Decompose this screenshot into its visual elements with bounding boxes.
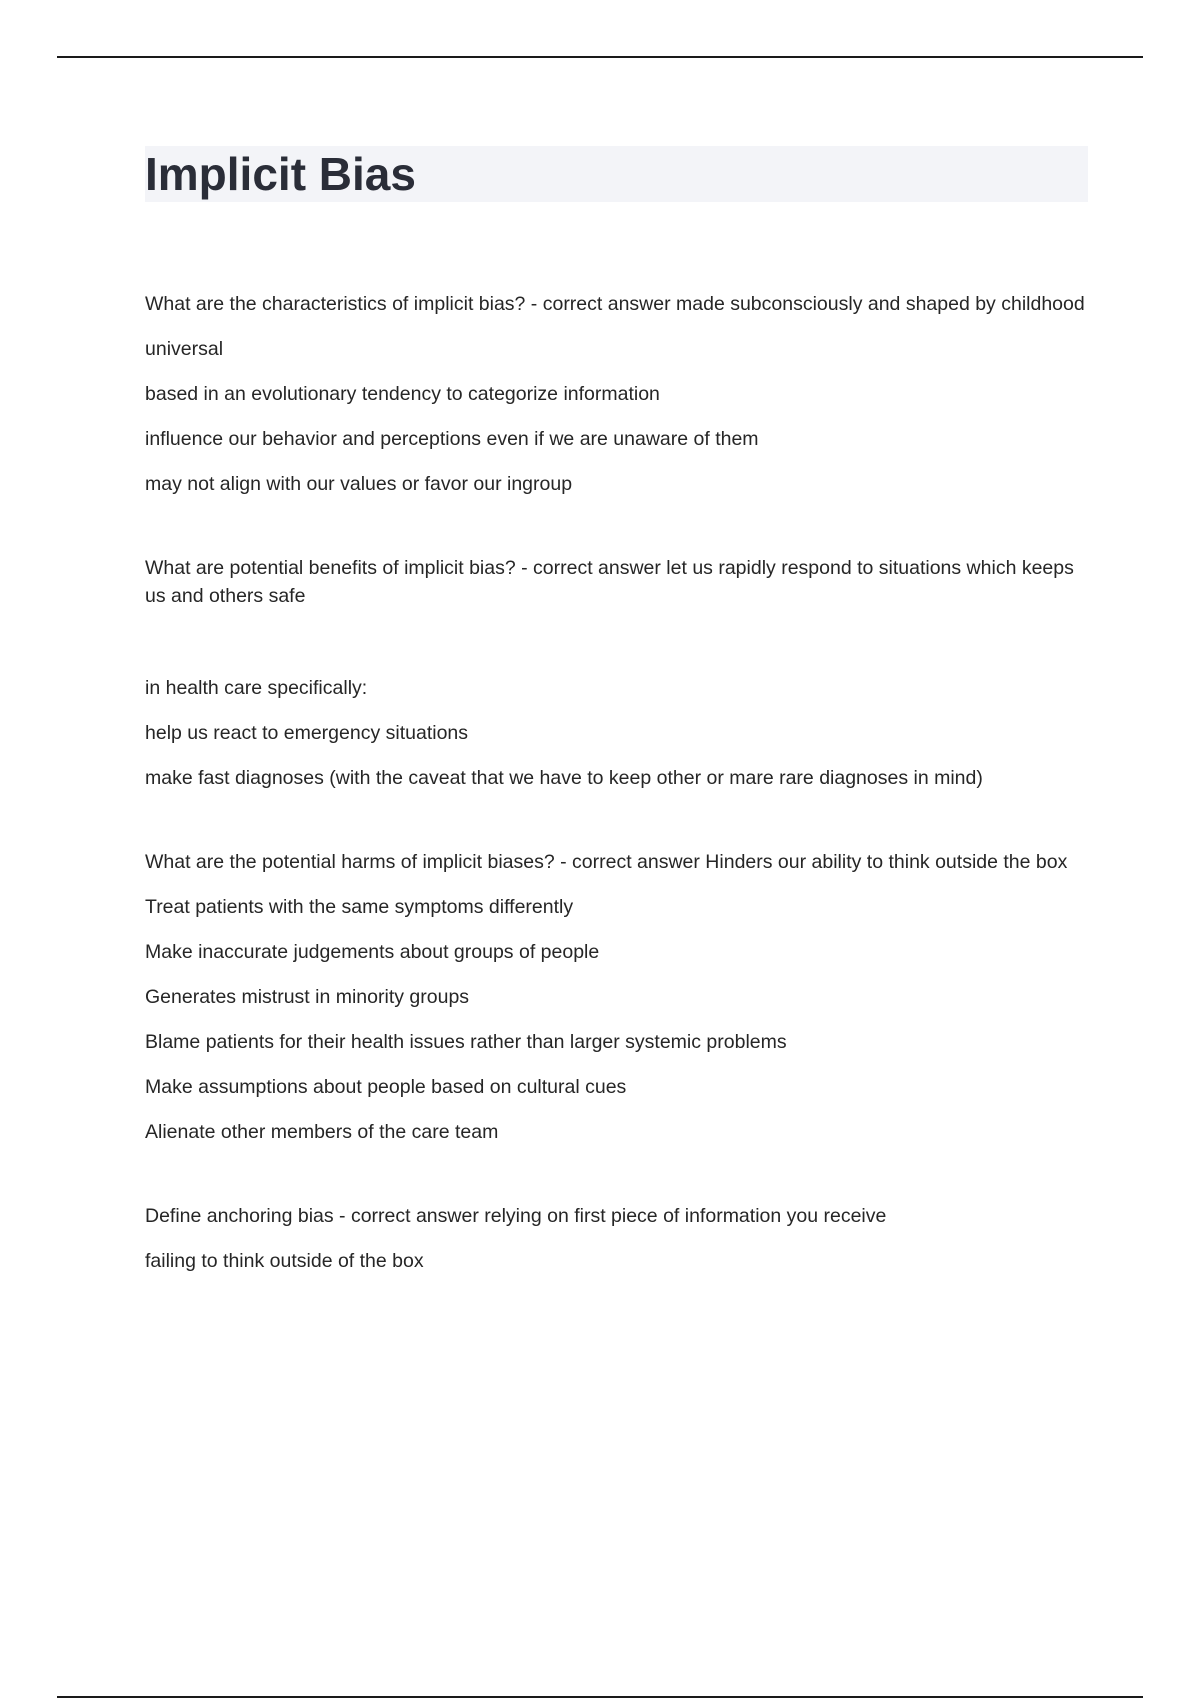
- bottom-rule: [57, 1696, 1143, 1698]
- answer-detail: Make inaccurate judgements about groups of people: [145, 941, 600, 963]
- page-title: Implicit Bias: [145, 148, 416, 200]
- answer-detail: Alienate other members of the care team: [145, 1121, 499, 1143]
- answer-detail: Treat patients with the same symptoms differently: [145, 896, 574, 918]
- answer-detail: may not align with our values or favor our ingroup: [145, 473, 573, 495]
- qa-section-anchoring-bias: [145, 1202, 1090, 1275]
- answer-detail: Make assumptions about people based on cultural cues: [145, 1076, 627, 1098]
- qa-section-benefits: [145, 554, 1090, 792]
- qa-section-harms: [145, 848, 1090, 1146]
- qa-section-characteristics: [145, 290, 1090, 498]
- answer-detail: based in an evolutionary tendency to categorize information: [145, 383, 660, 405]
- answer-detail: failing to think outside of the box: [145, 1250, 424, 1272]
- answer-detail: Generates mistrust in minority groups: [145, 986, 470, 1008]
- question-answer: Define anchoring bias - correct answer relying on first piece of information you receive: [145, 1205, 887, 1227]
- question-answer: What are potential benefits of implicit bias? - correct answer let us rapidly respond to situations which keeps us and others safe: [145, 557, 1074, 607]
- document-body: [145, 290, 1090, 1331]
- question-answer: What are the potential harms of implicit biases? - correct answer Hinders our ability to think outside the box: [145, 851, 1068, 873]
- answer-detail: influence our behavior and perceptions even if we are unaware of them: [145, 428, 759, 450]
- question-answer: What are the characteristics of implicit bias? - correct answer made subconsciously and shaped by childhood: [145, 293, 1085, 315]
- answer-detail: Blame patients for their health issues rather than larger systemic problems: [145, 1031, 787, 1053]
- top-rule: [57, 56, 1143, 58]
- answer-detail: universal: [145, 338, 224, 360]
- answer-detail: make fast diagnoses (with the caveat that we have to keep other or mare rare diagnoses in mind): [145, 767, 983, 789]
- answer-detail: in health care specifically:: [145, 677, 368, 699]
- answer-detail: help us react to emergency situations: [145, 722, 469, 744]
